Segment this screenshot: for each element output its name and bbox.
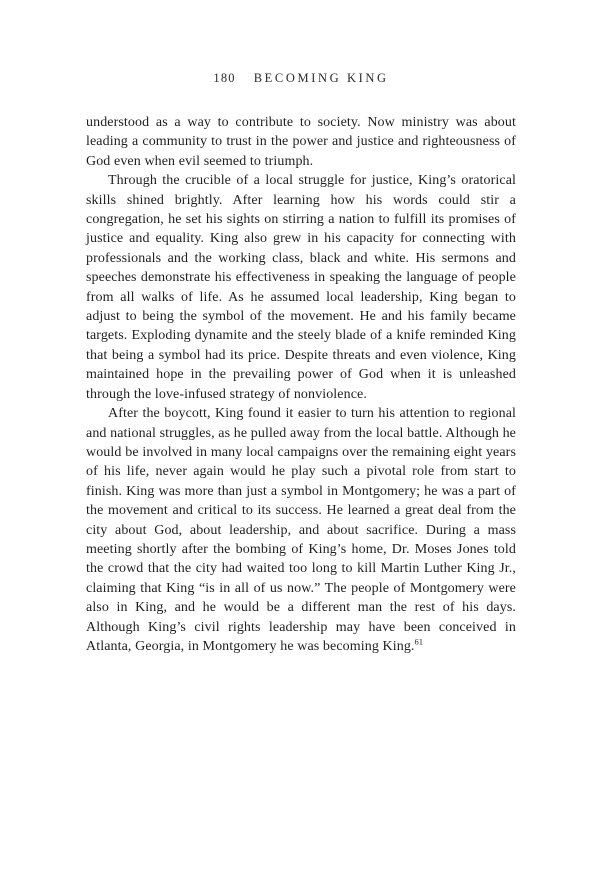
body-text — [86, 113, 516, 656]
page-header — [86, 71, 516, 86]
paragraph: Through the crucible of a local struggle for justice, King’s oratorical skills shined brightly. After learning how his words could stir a congregation, he set his sights on stirring a nation to fulfill its promises of justice and equality. King also grew in his capacity for connecting with professionals and the working class, black and white. His sermons and speeches demonstrate his effectiveness in speaking the language of people from all walks of life. As he assumed local leadership, King began to adjust to being the symbol of the movement. He and his family became targets. Exploding dynamite and the steely blade of a knife reminded King that being a symbol had its price. Despite threats and even violence, King maintained hope in the prevailing power of God when it is unleashed through the love-infused strategy of nonviolence. — [86, 173, 516, 402]
footnote-marker: 61 — [414, 636, 424, 647]
page-number: 180 — [213, 71, 236, 85]
paragraph: understood as a way to contribute to society. Now ministry was about leading a community to trust in the power and justice and righteousness of God even when evil seemed to triumph. — [86, 115, 516, 169]
paragraph: After the boycott, King found it easier to turn his attention to regional and national struggles, as he pulled away from the local battle. Although he would be involved in many local campaigns over the remaining eight years of his life, never again would he play such a pivotal role from start to finish. King was more than just a symbol in Montgomery; he was a part of the movement and critical to its success. He learned a great deal from the city about God, about leadership, and about sacrifice. During a mass meeting shortly after the bombing of King’s home, Dr. Moses Jones told the crowd that the city had waited too long to kill Martin Luther King Jr., claiming that King “is in all of us now.” The people of Montgomery were also in King, and he would be a different man the rest of his days. Although King’s civil rights leadership may have been conceived in Atlanta, Georgia, in Montgomery he was becoming King.$^{61}$ — [86, 406, 516, 654]
running-head-title: BECOMING KING — [253, 71, 389, 85]
